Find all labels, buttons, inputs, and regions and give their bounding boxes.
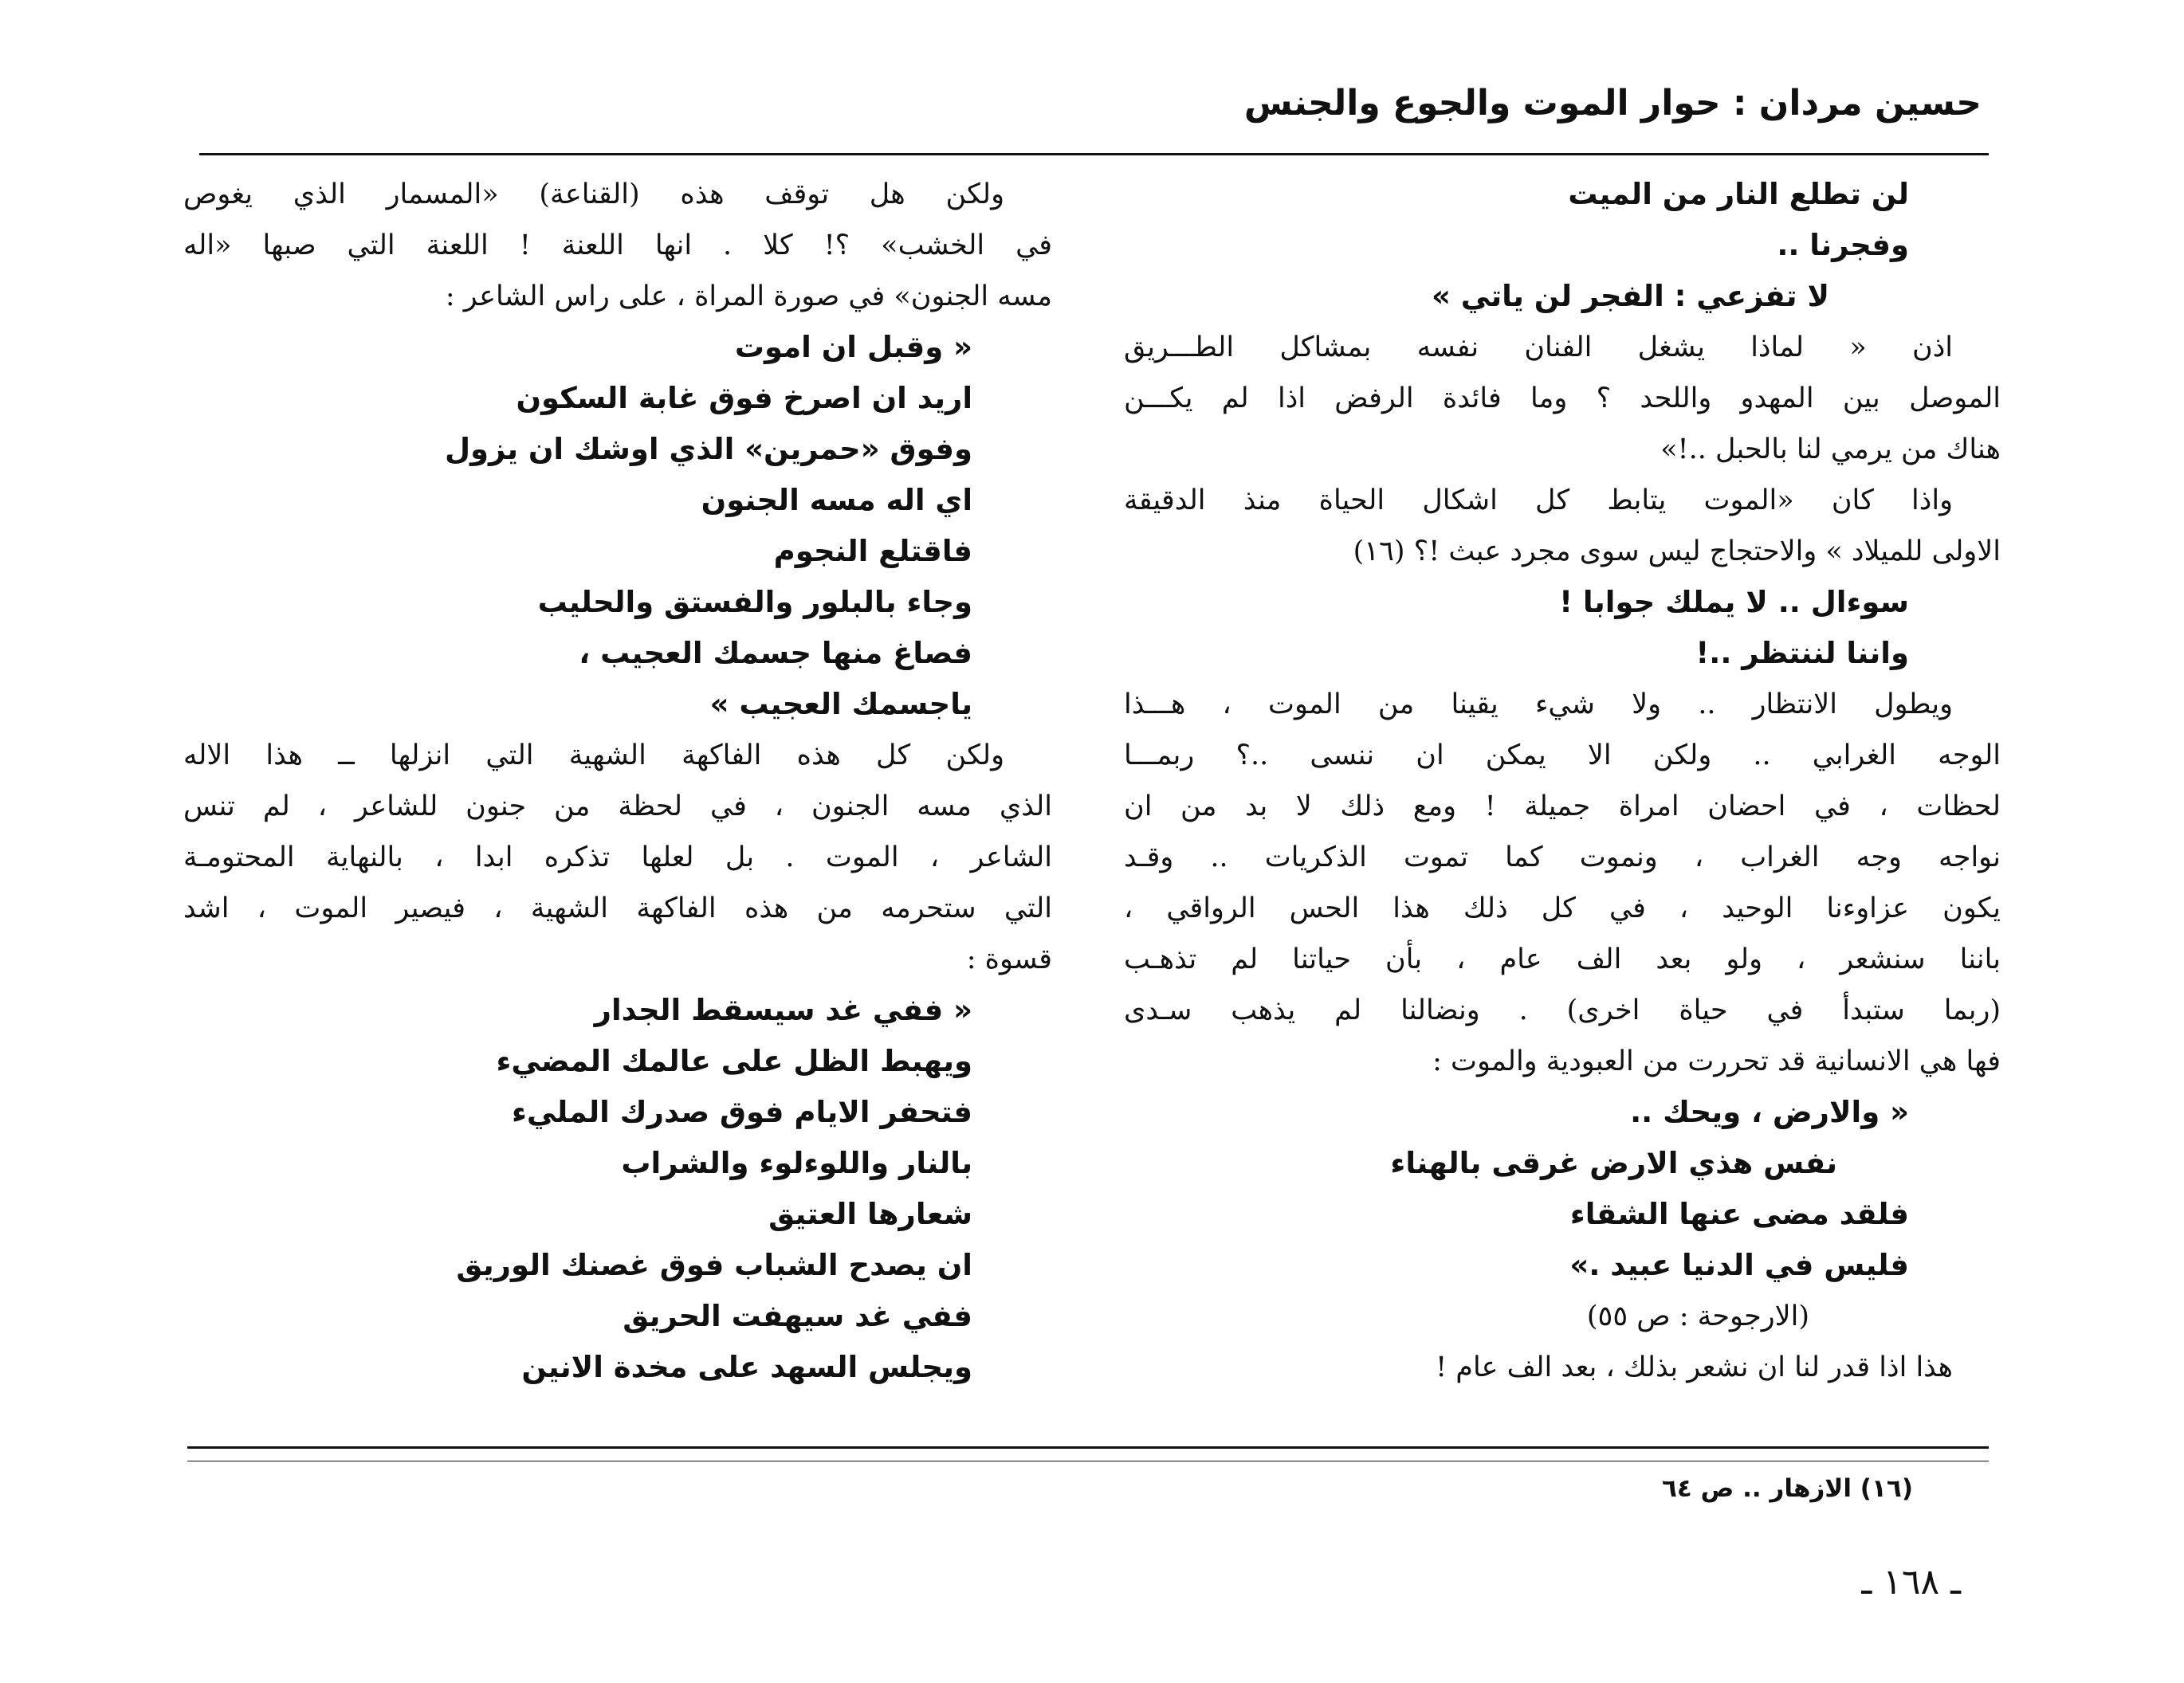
verse-line: ان يصدح الشباب فوق غصنك الوريق: [456, 1248, 972, 1282]
verse-line: ويهبط الظل على عالمك المضيء: [496, 1044, 972, 1078]
footnote-rule: [187, 1446, 1989, 1449]
paragraph-line: الوجه الغرابي .. ولكن الا يمكن ان ننسى ..؟ ربمـــا: [1124, 740, 2001, 771]
verse-line: نفس هذي الارض غرقى بالهناء: [1390, 1146, 1837, 1180]
paragraph-line: قسوة :: [966, 944, 1052, 975]
verse-line: ياجسمك العجيب »: [709, 687, 972, 721]
citation-reference: (الارجوحة : ص ٥٥): [1586, 1300, 1809, 1332]
footnote: (١٦) الازهار .. ص ٦٤: [1662, 1474, 1913, 1503]
verse-line: وفجرنا ..: [1777, 228, 1909, 262]
paragraph-line: الشاعر ، الموت . بل لعلها تذكره ابدا ، بالنهاية المحتومـة: [183, 842, 1052, 873]
verse-line: فليس في الدنيا عبيد .»: [1569, 1248, 1909, 1282]
paragraph-line: ولكن كل هذه الفاكهة الشهية التي انزلها ــ هذا الاله: [183, 740, 1004, 771]
verse-line: وفوق «حمرين» الذي اوشك ان يزول: [444, 432, 972, 466]
paragraph-line: يكون عزاوءنا الوحيد ، في كل ذلك هذا الحس الرواقي ،: [1124, 892, 2001, 924]
left-column: [183, 169, 1052, 1393]
verse-line: بالنار واللوءلوء والشراب: [621, 1146, 972, 1180]
paragraph-line: واذا كان «الموت يتابط كل اشكال الحياة منذ الدقيقة: [1124, 484, 1953, 516]
running-header: حسين مردان : حوار الموت والجوع والجنس: [1243, 83, 1982, 124]
page-number: ـ ١٦٨ ـ: [1861, 1562, 1961, 1603]
verse-line: ففي غد سيهفت الحريق: [623, 1299, 972, 1333]
verse-line: اي اله مسه الجنون: [701, 483, 972, 517]
verse-line: فتحفر الايام فوق صدرك المليء: [512, 1095, 972, 1129]
paragraph-line: لحظات ، في احضان امراة جميلة ! ومع ذلك لا بد من ان: [1124, 790, 2001, 822]
paragraph-line: هناك من يرمي لنا بالحبل ..!»: [1660, 434, 2001, 465]
right-column: [1124, 169, 2001, 1393]
paragraph-line: فها هي الانسانية قد تحررت من العبودية والموت :: [1432, 1046, 2001, 1077]
verse-line: اريد ان اصرخ فوق غابة السكون: [516, 381, 972, 415]
paragraph-line: الاولى للميلاد » والاحتجاج ليس سوى مجرد عبث !؟ (١٦): [1353, 536, 2001, 567]
paragraph-line: في الخشب» ؟! كلا . انها اللعنة ! اللعنة التي صبها «اله: [183, 230, 1052, 261]
paragraph-line: التي ستحرمه من هذه الفاكهة الشهية ، فيصير الموت ، اشد: [183, 892, 1052, 924]
verse-line: فاقتلع النجوم: [773, 534, 972, 568]
verse-line: ويجلس السهد على مخدة الانين: [521, 1350, 972, 1384]
verse-line: واننا لننتظر ..!: [1695, 636, 1909, 670]
paragraph-line: ولكن هل توقف هذه (القناعة) «المسمار الذي يغوص: [183, 178, 1004, 210]
paragraph-line: باننا سنشعر ، ولو بعد الف عام ، بأن حياتنا لم تذهـب: [1124, 944, 2001, 975]
paragraph-line: نواجه وجه الغراب ، ونموت كما تموت الذكريات .. وقـد: [1124, 842, 2001, 873]
verse-line: فصاغ منها جسمك العجيب ،: [579, 636, 972, 670]
verse-line: « والارض ، ويحك ..: [1630, 1095, 1909, 1129]
paragraph-line: مسه الجنون» في صورة المراة ، على راس الشاعر :: [445, 280, 1052, 312]
verse-line: « وقبل ان اموت: [734, 330, 972, 364]
paragraph-line: هذا اذا قدر لنا ان نشعر بذلك ، بعد الف عام !: [1436, 1352, 1953, 1383]
verse-line: « ففي غد سيسقط الجدار: [594, 993, 972, 1027]
paragraph-line: الذي مسه الجنون ، في لحظة من جنون للشاعر ، لم تنس: [183, 790, 1052, 822]
verse-line: فلقد مضى عنها الشقاء: [1569, 1197, 1909, 1231]
header-rule: [199, 153, 1989, 155]
verse-line: لن تطلع النار من الميت: [1568, 177, 1909, 211]
paragraph-line: (ربما ستبدأ في حياة اخرى) . ونضالنا لم يذهب سـدى: [1124, 994, 2001, 1026]
verse-line: وجاء بالبلور والفستق والحليب: [537, 585, 972, 619]
verse-line: سوءال .. لا يملك جوابا !: [1559, 585, 1909, 619]
verse-line: لا تفزعي : الفجر لن ياتي »: [1432, 279, 1829, 313]
verse-line: شعارها العتيق: [768, 1197, 972, 1231]
paragraph-line: ويطول الانتظار .. ولا شيء يقينا من الموت ، هـــذا: [1124, 688, 1953, 720]
paragraph-line: اذن « لماذا يشغل الفنان نفسه بمشاكل الطـــريق: [1124, 332, 1953, 363]
paragraph-line: الموصل بين المهدو واللحد ؟ وما فائدة الرفض اذا لم يكـــن: [1124, 382, 2001, 414]
